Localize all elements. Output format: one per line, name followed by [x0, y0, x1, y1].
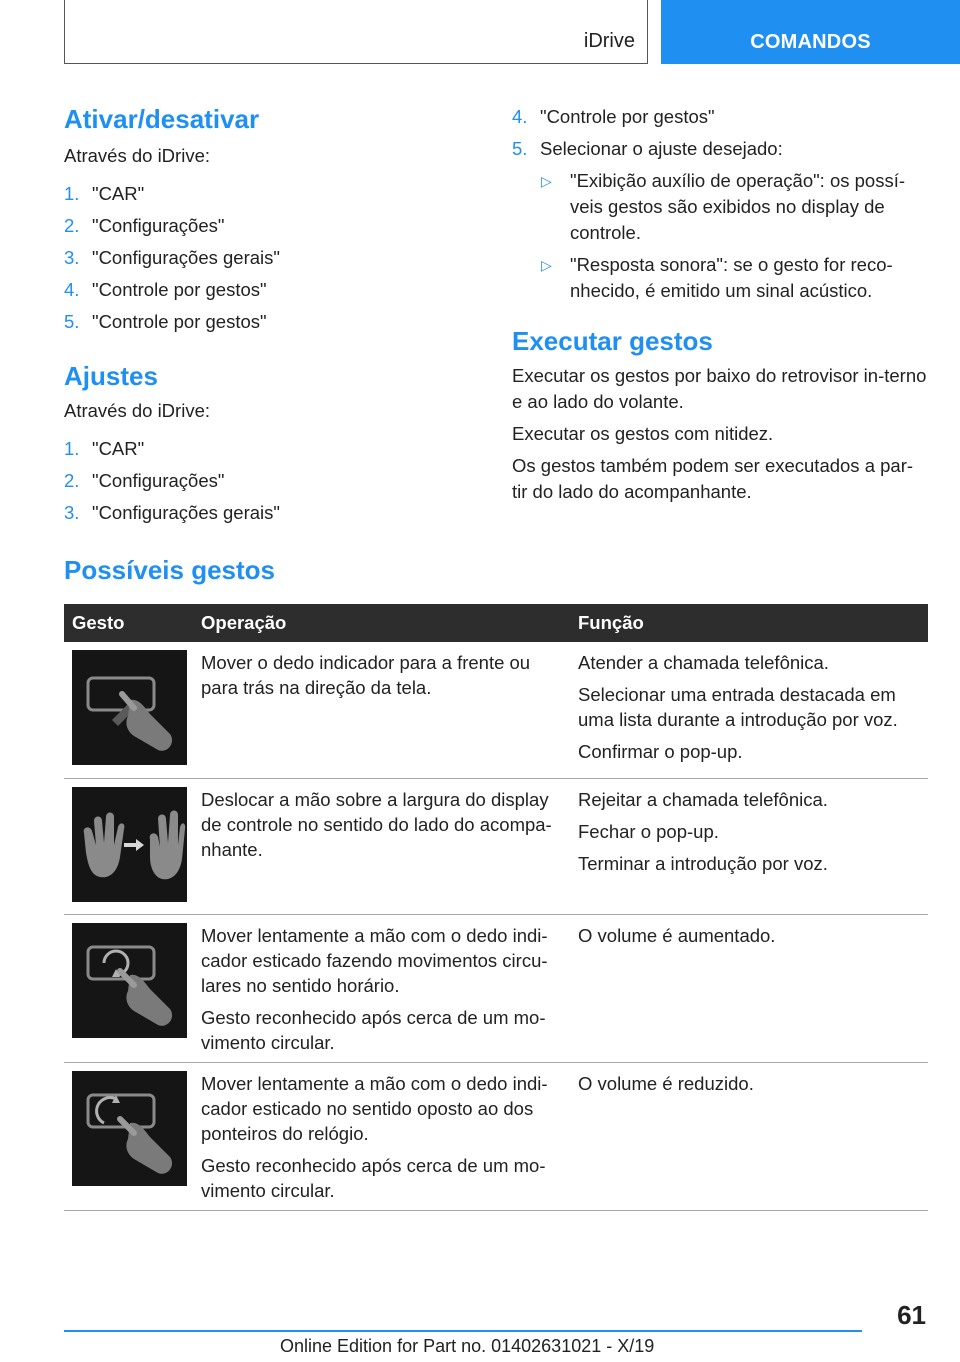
operation-text: Mover lentamente a mão com o dedo indi-cador esticado no sentido oposto ao dos ponteiros do relógio. [201, 1072, 548, 1144]
step-text: "Controle por gestos" [92, 279, 267, 300]
step-text: "Configurações gerais" [92, 502, 280, 523]
steps-list-ajustes [64, 436, 464, 526]
operation-cell [193, 1062, 570, 1210]
function-cell [570, 642, 928, 778]
list-item [540, 168, 928, 246]
function-text: Fechar o pop-up. [578, 820, 719, 842]
header-chapter-label: COMANDOS [750, 31, 871, 53]
right-column [512, 104, 928, 505]
list-item [64, 277, 464, 303]
operation-cell [193, 778, 570, 914]
step-text: "Configurações gerais" [92, 247, 280, 268]
operation-cell [193, 914, 570, 1062]
operation-text: Mover o dedo indicador para a frente ou para trás na direção da tela. [201, 652, 531, 698]
step-number: 1. [64, 438, 80, 459]
step-number: 2. [64, 215, 80, 236]
header-chapter-tab [661, 0, 960, 64]
finger-forward-back-gesture-icon [72, 650, 187, 765]
function-text: Selecionar uma entrada destacada em uma lista durante a introdução por voz. [578, 684, 898, 730]
header-section-label: iDrive [583, 30, 635, 52]
step-text: "Controle por gestos" [92, 311, 267, 332]
gesture-cell [64, 642, 193, 778]
steps-list-continued [512, 104, 928, 162]
table-header-row [64, 604, 928, 642]
function-cell [570, 778, 928, 914]
options-list [512, 168, 928, 304]
hand-swipe-gesture-icon [72, 787, 187, 902]
clockwise-circle-gesture-icon [72, 923, 187, 1038]
column-header-gesto: Gesto [64, 604, 193, 642]
function-text: O volume é aumentado. [578, 924, 776, 946]
section-title-gestos: Possíveis gestos [64, 555, 275, 585]
section-intro: Através do iDrive: [64, 400, 210, 421]
function-text: Confirmar o pop-up. [578, 741, 743, 762]
gesture-cell [64, 778, 193, 914]
operation-text: Gesto reconhecido após cerca de um mo-vimento circular. [201, 1006, 546, 1053]
list-item [64, 245, 464, 271]
function-text: Rejeitar a chamada telefônica. [578, 788, 828, 810]
step-text: Selecionar o ajuste desejado: [540, 138, 783, 159]
gesture-cell [64, 1062, 193, 1210]
operation-text: Deslocar a mão sobre a largura do display de controle no sentido do lado do acompa-nhante. [201, 788, 552, 860]
section-intro: Através do iDrive: [64, 145, 210, 166]
section-title-executar: Executar gestos [512, 326, 713, 356]
step-number: 4. [512, 106, 528, 127]
section-title-ativar: Ativar/desativar [64, 104, 260, 134]
step-number: 1. [64, 183, 80, 204]
step-number: 3. [64, 247, 80, 268]
operation-text: Mover lentamente a mão com o dedo indi-cador esticado fazendo movimentos circu-lares no sentido horário. [201, 924, 548, 996]
operation-text: Gesto reconhecido após cerca de um mo-vimento circular. [201, 1154, 546, 1201]
page-number: 61 [897, 1300, 926, 1330]
table-row [64, 778, 928, 914]
list-item [512, 136, 928, 162]
list-item [64, 436, 464, 462]
footer-divider [64, 1330, 862, 1332]
left-column [64, 104, 464, 532]
list-item [64, 181, 464, 207]
option-text: "Resposta sonora": se o gesto for reco-nhecido, é emitido um sinal acústico. [570, 254, 893, 301]
operation-cell [193, 642, 570, 778]
step-number: 3. [64, 502, 80, 523]
column-header-operacao: Operação [193, 604, 570, 642]
step-text: "CAR" [92, 183, 145, 204]
list-item [64, 213, 464, 239]
step-text: "Configurações" [92, 470, 225, 491]
list-item [64, 309, 464, 335]
table-row [64, 642, 928, 778]
step-number: 4. [64, 279, 80, 300]
table-row [64, 1062, 928, 1210]
triangle-bullet-icon: ▷ [541, 173, 552, 189]
step-number: 5. [512, 138, 528, 159]
step-number: 5. [64, 311, 80, 332]
function-text: Terminar a introdução por voz. [578, 852, 828, 874]
step-text: "Configurações" [92, 215, 225, 236]
gesture-cell [64, 914, 193, 1062]
counterclockwise-circle-gesture-icon [72, 1071, 187, 1186]
list-item [540, 252, 928, 304]
paragraph: Executar os gestos com nitidez. [512, 423, 774, 444]
paragraph: Os gestos também podem ser executados a par-tir do lado do acompanhante. [512, 455, 914, 502]
list-item [64, 500, 464, 526]
steps-list-ativar [64, 181, 464, 335]
section-title-ajustes: Ajustes [64, 361, 158, 391]
header-section-box [64, 0, 648, 64]
triangle-bullet-icon: ▷ [541, 257, 552, 273]
function-cell [570, 914, 928, 1062]
column-header-funcao: Função [570, 604, 928, 642]
paragraph: Executar os gestos por baixo do retrovisor in-terno e ao lado do volante. [512, 365, 927, 412]
option-text: "Exibição auxílio de operação": os possí-veis gestos são exibidos no display de controle. [570, 170, 906, 243]
footer-edition: Online Edition for Part no. 01402631021 - X/19 [280, 1336, 655, 1356]
function-text: O volume é reduzido. [578, 1072, 754, 1094]
step-text: "CAR" [92, 438, 145, 459]
list-item [512, 104, 928, 130]
gestures-table [64, 604, 928, 1211]
list-item [64, 468, 464, 494]
table-row [64, 914, 928, 1062]
step-number: 2. [64, 470, 80, 491]
function-cell [570, 1062, 928, 1210]
function-text: Atender a chamada telefônica. [578, 652, 829, 673]
step-text: "Controle por gestos" [540, 106, 715, 127]
